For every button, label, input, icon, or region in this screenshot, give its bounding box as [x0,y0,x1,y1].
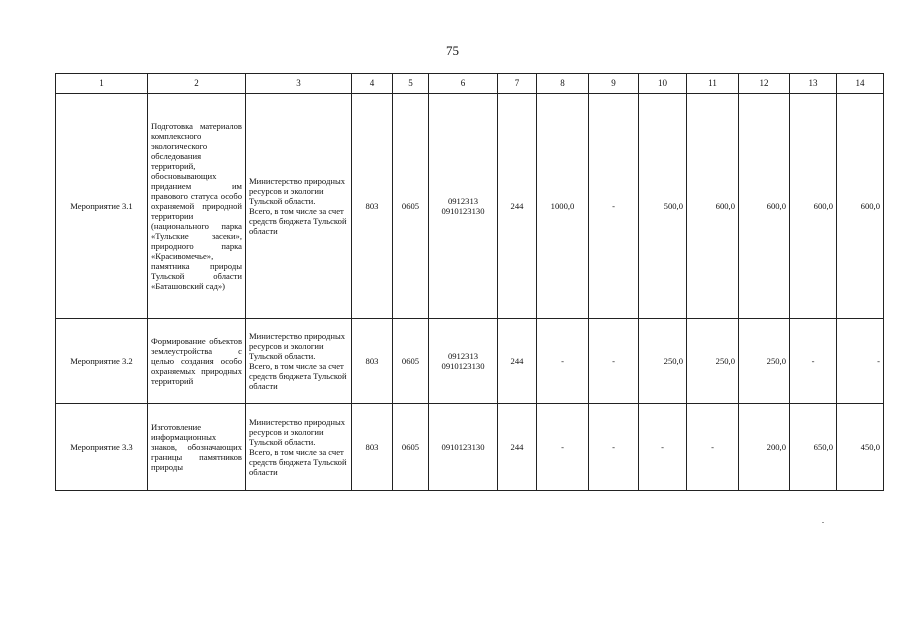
activity-description: Подготовка материалов комплексного экологического обследования территорий, обосновывающих приданием им правового статуса особо охраняемой природной территории (национального парка «Тульские засеки», природного парка «Красивомечье», памятника природы Тульской области «Баташовский сад») [148,94,246,319]
table-row [56,319,884,404]
column-header: 13 [790,74,837,94]
cell-col4: 803 [352,319,393,404]
cell-col11: - [687,404,739,491]
cell-col5: 0605 [393,94,429,319]
cell-col9: - [589,94,639,319]
program-activities-table [55,73,884,491]
activity-name: Мероприятие 3.2 [56,319,148,404]
cell-col13: 650,0 [790,404,837,491]
cell-col7: 244 [498,319,537,404]
cell-col9: - [589,319,639,404]
table-row [56,404,884,491]
column-header: 4 [352,74,393,94]
header-row [56,74,884,94]
table-row [56,94,884,319]
cell-col7: 244 [498,94,537,319]
column-header: 6 [429,74,498,94]
activity-description: Изготовление информационных знаков, обозначающих границы памятников природы [148,404,246,491]
column-header: 11 [687,74,739,94]
cell-col11: 600,0 [687,94,739,319]
cell-col8: - [537,319,589,404]
column-header: 3 [246,74,352,94]
scan-speck [822,522,824,523]
cell-col9: - [589,404,639,491]
responsible-executor: Министерство природных ресурсов и экологии Тульской области. Всего, в том числе за счет средств бюджета Тульской области [246,404,352,491]
cell-col8: 1000,0 [537,94,589,319]
page-number: 75 [446,43,459,58]
column-header: 12 [739,74,790,94]
cell-col6: 0910123130 [429,404,498,491]
cell-col12: 200,0 [739,404,790,491]
cell-col11: 250,0 [687,319,739,404]
activity-name: Мероприятие 3.1 [56,94,148,319]
cell-col8: - [537,404,589,491]
activity-description: Формирование объектов землеустройства с целью создания особо охраняемых природных территорий [148,319,246,404]
activity-name: Мероприятие 3.3 [56,404,148,491]
responsible-executor: Министерство природных ресурсов и экологии Тульской области. Всего, в том числе за счет средств бюджета Тульской области [246,94,352,319]
cell-col6: 0912313 0910123130 [429,319,498,404]
responsible-executor: Министерство природных ресурсов и экологии Тульской области. Всего, в том числе за счет средств бюджета Тульской области [246,319,352,404]
cell-col14: 450,0 [837,404,884,491]
cell-col10: 500,0 [639,94,687,319]
cell-col13: - [790,319,837,404]
column-header: 8 [537,74,589,94]
cell-col5: 0605 [393,319,429,404]
column-header: 9 [589,74,639,94]
cell-col12: 600,0 [739,94,790,319]
cell-col13: 600,0 [790,94,837,319]
cell-col5: 0605 [393,404,429,491]
column-header: 1 [56,74,148,94]
column-header: 5 [393,74,429,94]
column-header: 2 [148,74,246,94]
cell-col4: 803 [352,94,393,319]
cell-col6: 0912313 0910123130 [429,94,498,319]
cell-col4: 803 [352,404,393,491]
column-header: 7 [498,74,537,94]
cell-col10: 250,0 [639,319,687,404]
cell-col14: - [837,319,884,404]
cell-col7: 244 [498,404,537,491]
column-header: 14 [837,74,884,94]
column-header: 10 [639,74,687,94]
cell-col14: 600,0 [837,94,884,319]
cell-col12: 250,0 [739,319,790,404]
cell-col10: - [639,404,687,491]
